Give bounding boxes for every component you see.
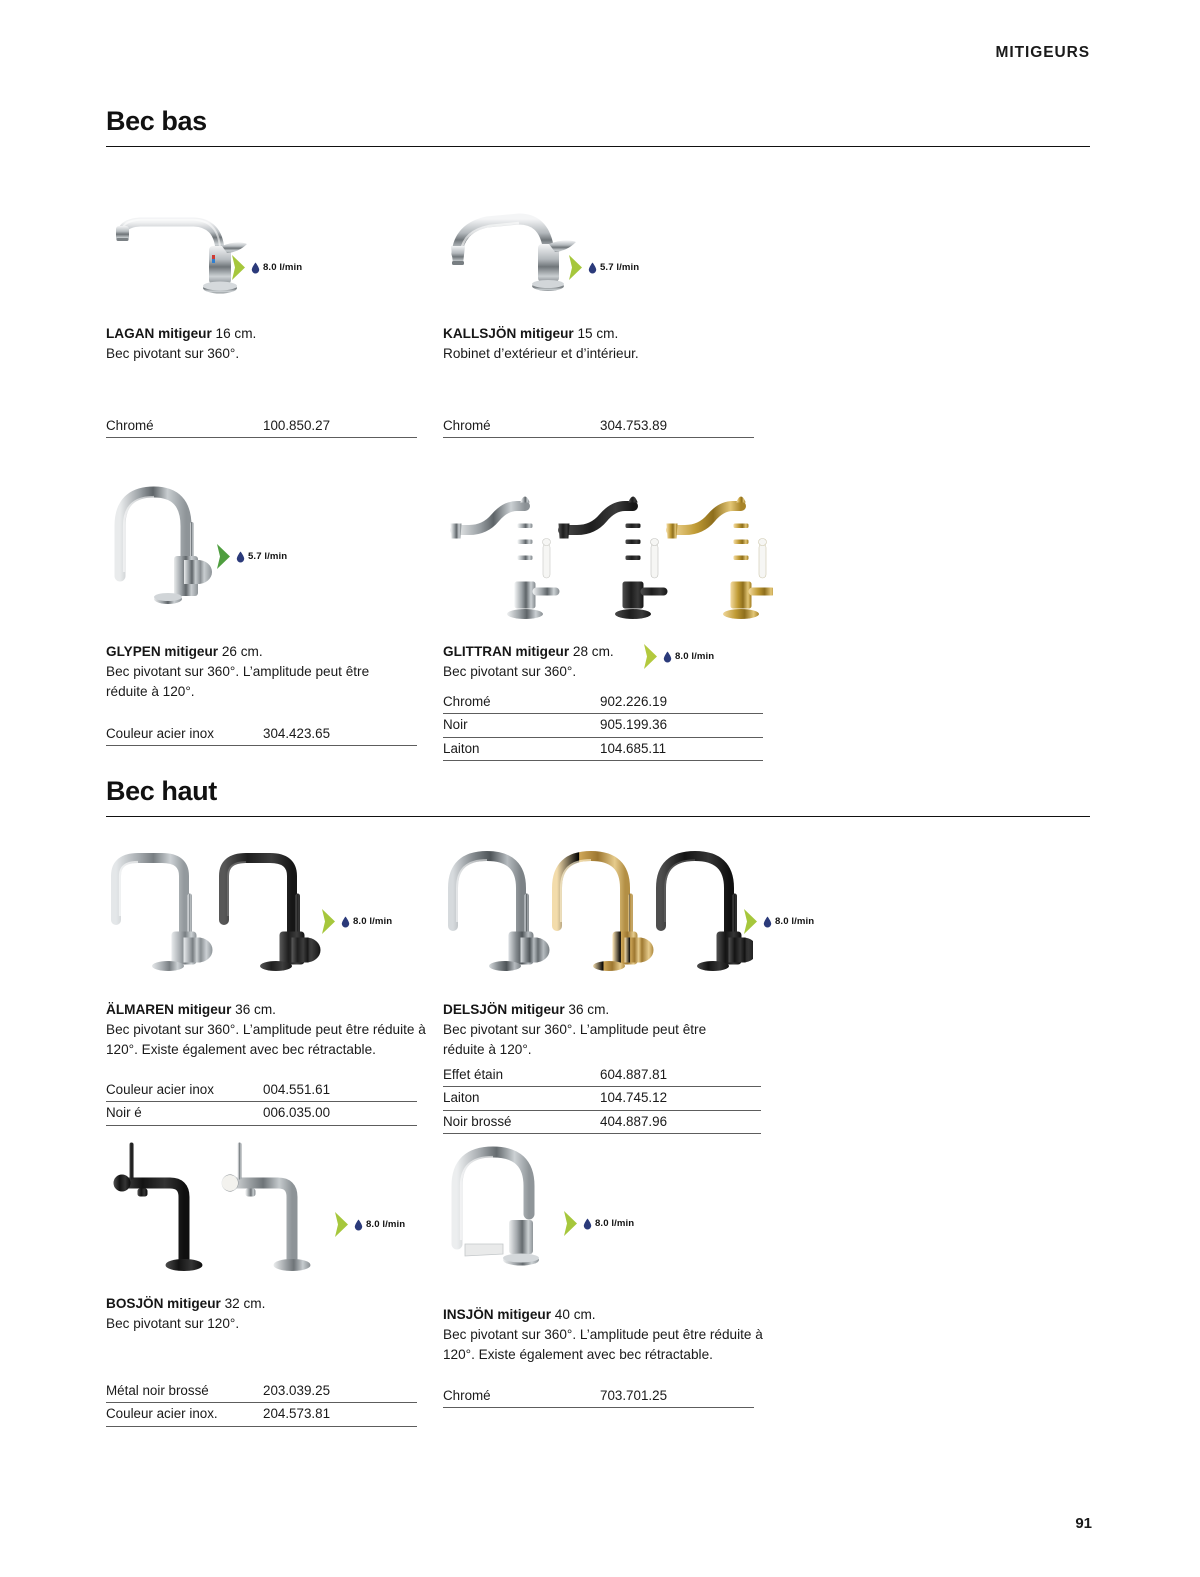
flow-rate-label: 8.0 l/min [353, 916, 393, 927]
variant-article: 004.551.61 [261, 1079, 417, 1102]
variant-label: Laiton [443, 1087, 598, 1110]
product-description: Bec pivotant sur 360°. [443, 664, 577, 680]
section-title-bec-haut: Bec haut [106, 776, 217, 806]
product-image-delsjon [443, 840, 815, 988]
variant-table-lagan [106, 415, 417, 438]
running-head: MITIGEURS [995, 44, 1090, 61]
product-description: Bec pivotant sur 360°. [106, 346, 240, 362]
variant-article: 203.039.25 [261, 1380, 417, 1403]
variant-article: 100.850.27 [261, 415, 417, 438]
flow-badge-insjon [563, 1210, 634, 1237]
product-description: Bec pivotant sur 360°. L’amplitude peut être réduite à 120°. Existe également avec bec rétractable. [106, 1022, 426, 1057]
variant-label: Noir é [106, 1102, 261, 1125]
product-title-lagan [106, 324, 446, 343]
variant-article: 703.701.25 [598, 1385, 754, 1408]
variant-label: Couleur acier inox. [106, 1403, 261, 1426]
product-image-almaren [106, 840, 446, 988]
water-drop-icon [588, 262, 597, 274]
variant-article: 104.685.11 [598, 737, 763, 760]
table-row[interactable] [106, 415, 417, 438]
variant-article: 604.887.81 [598, 1064, 761, 1087]
product-name: BOSJÖN mitigeur [106, 1296, 221, 1311]
product-name: LAGAN mitigeur [106, 326, 212, 341]
table-row[interactable] [106, 723, 417, 746]
section-divider [106, 146, 1090, 147]
variant-label: Chromé [443, 1385, 598, 1408]
water-drop-icon [763, 916, 772, 928]
variant-article: 902.226.19 [598, 691, 763, 714]
section-title-bec-bas: Bec bas [106, 106, 207, 136]
flow-badge-lagan [231, 254, 302, 281]
table-row[interactable] [443, 1064, 761, 1087]
water-drop-icon [341, 916, 350, 928]
variant-rows [106, 1079, 417, 1125]
product-description: Bec pivotant sur 360°. L’amplitude peut être réduite à 120°. Existe également avec bec rétractable. [443, 1327, 763, 1362]
product-title-almaren [106, 1000, 446, 1019]
variant-table-insjon [443, 1385, 754, 1408]
page-number: 91 [1075, 1515, 1092, 1532]
table-row[interactable] [443, 1110, 761, 1133]
variant-table-bosjon [106, 1380, 417, 1427]
product-image-insjon [443, 1140, 783, 1295]
table-row[interactable] [106, 1380, 417, 1403]
product-insjon[interactable] [443, 1140, 783, 1408]
variant-table-glypen [106, 723, 417, 746]
product-description: Bec pivotant sur 360°. L’amplitude peut être réduite à 120°. [106, 664, 370, 699]
product-title-glypen [106, 642, 446, 661]
product-description: Robinet d’extérieur et d’intérieur. [443, 346, 639, 362]
variant-table-almaren [106, 1079, 417, 1126]
water-drop-icon [583, 1218, 592, 1230]
variant-article: 404.887.96 [598, 1110, 761, 1133]
variant-label: Chromé [443, 691, 598, 714]
variant-article: 304.753.89 [598, 415, 754, 438]
flow-badge-delsjon [743, 908, 814, 935]
product-glittran[interactable] [443, 480, 788, 761]
product-title-delsjon [443, 1000, 788, 1019]
variant-label: Noir [443, 714, 598, 737]
variant-article: 204.573.81 [261, 1403, 417, 1426]
flow-rate-label: 8.0 l/min [263, 262, 303, 273]
variant-rows [443, 415, 754, 438]
product-image-lagan [106, 206, 446, 318]
product-title-kallsjon [443, 324, 783, 343]
product-name: ÄLMAREN mitigeur [106, 1002, 232, 1017]
product-name: DELSJÖN mitigeur [443, 1002, 565, 1017]
variant-label: Chromé [443, 415, 598, 438]
product-image-glittran [443, 480, 788, 632]
water-drop-icon [663, 651, 672, 663]
variant-label: Chromé [106, 415, 261, 438]
variant-article: 905.199.36 [598, 714, 763, 737]
variant-rows [106, 723, 417, 746]
flow-rate-label: 5.7 l/min [248, 551, 288, 562]
table-row[interactable] [443, 714, 763, 737]
table-row[interactable] [106, 1403, 417, 1426]
table-row[interactable] [106, 1079, 417, 1102]
product-description: Bec pivotant sur 360°. L’amplitude peut être réduite à 120°. [443, 1022, 707, 1057]
flow-badge-glypen [216, 543, 287, 570]
water-drop-icon [251, 262, 260, 274]
variant-label: Effet étain [443, 1064, 598, 1087]
flow-rate-label: 8.0 l/min [675, 651, 715, 662]
variant-rows [106, 415, 417, 438]
flow-badge-almaren [321, 908, 392, 935]
product-size: 40 cm. [551, 1307, 596, 1322]
product-size: 15 cm. [573, 326, 619, 341]
product-kallsjon[interactable] [443, 206, 783, 438]
product-name: KALLSJÖN mitigeur [443, 326, 574, 341]
section-bec-haut [106, 778, 1090, 817]
table-row[interactable] [443, 737, 763, 760]
variant-rows [443, 1385, 754, 1408]
product-bosjon[interactable] [106, 1135, 446, 1427]
section-bec-bas [106, 108, 1090, 147]
variant-table-glittran [443, 691, 763, 761]
flow-rate-label: 8.0 l/min [595, 1218, 635, 1229]
variant-label: Métal noir brossé [106, 1380, 261, 1403]
flow-rate-label: 8.0 l/min [366, 1219, 406, 1230]
section-divider [106, 816, 1090, 817]
product-size: 36 cm. [564, 1002, 610, 1017]
product-description: Bec pivotant sur 120°. [106, 1316, 240, 1332]
table-row[interactable] [106, 1102, 417, 1125]
product-name: GLITTRAN mitigeur [443, 644, 570, 659]
product-size: 32 cm. [220, 1296, 266, 1311]
product-image-bosjon [106, 1135, 446, 1285]
product-glypen[interactable] [106, 480, 446, 746]
product-title-insjon [443, 1305, 783, 1324]
table-row[interactable] [443, 1385, 754, 1408]
variant-label: Laiton [443, 737, 598, 760]
product-title-glittran [443, 642, 788, 661]
product-delsjon[interactable] [443, 840, 815, 1134]
variant-label: Couleur acier inox [106, 723, 261, 746]
product-almaren[interactable] [106, 840, 446, 1126]
variant-rows [106, 1380, 417, 1426]
water-drop-icon [236, 551, 245, 563]
product-lagan[interactable] [106, 206, 446, 438]
variant-table-delsjon [443, 1064, 761, 1134]
table-row[interactable] [443, 691, 763, 714]
variant-rows [443, 691, 763, 761]
variant-article: 104.745.12 [598, 1087, 761, 1110]
flow-badge-glittran [643, 643, 714, 670]
table-row[interactable] [443, 415, 754, 438]
product-title-bosjon [106, 1294, 446, 1313]
product-name: GLYPEN mitigeur [106, 644, 219, 659]
product-size: 26 cm. [218, 644, 263, 659]
product-image-glypen [106, 480, 446, 632]
variant-rows [443, 1064, 761, 1134]
product-name: INSJÖN mitigeur [443, 1307, 552, 1322]
product-size: 16 cm. [211, 326, 257, 341]
flow-rate-label: 5.7 l/min [600, 262, 640, 273]
product-size: 36 cm. [231, 1002, 276, 1017]
variant-article: 304.423.65 [261, 723, 417, 746]
variant-article: 006.035.00 [261, 1102, 417, 1125]
product-image-kallsjon [443, 206, 783, 318]
variant-label: Couleur acier inox [106, 1079, 261, 1102]
variant-label: Noir brossé [443, 1110, 598, 1133]
flow-rate-label: 8.0 l/min [775, 916, 815, 927]
water-drop-icon [354, 1219, 363, 1231]
flow-badge-kallsjon [568, 254, 639, 281]
flow-badge-bosjon [334, 1211, 405, 1238]
variant-table-kallsjon [443, 415, 754, 438]
table-row[interactable] [443, 1087, 761, 1110]
product-size: 28 cm. [569, 644, 614, 659]
